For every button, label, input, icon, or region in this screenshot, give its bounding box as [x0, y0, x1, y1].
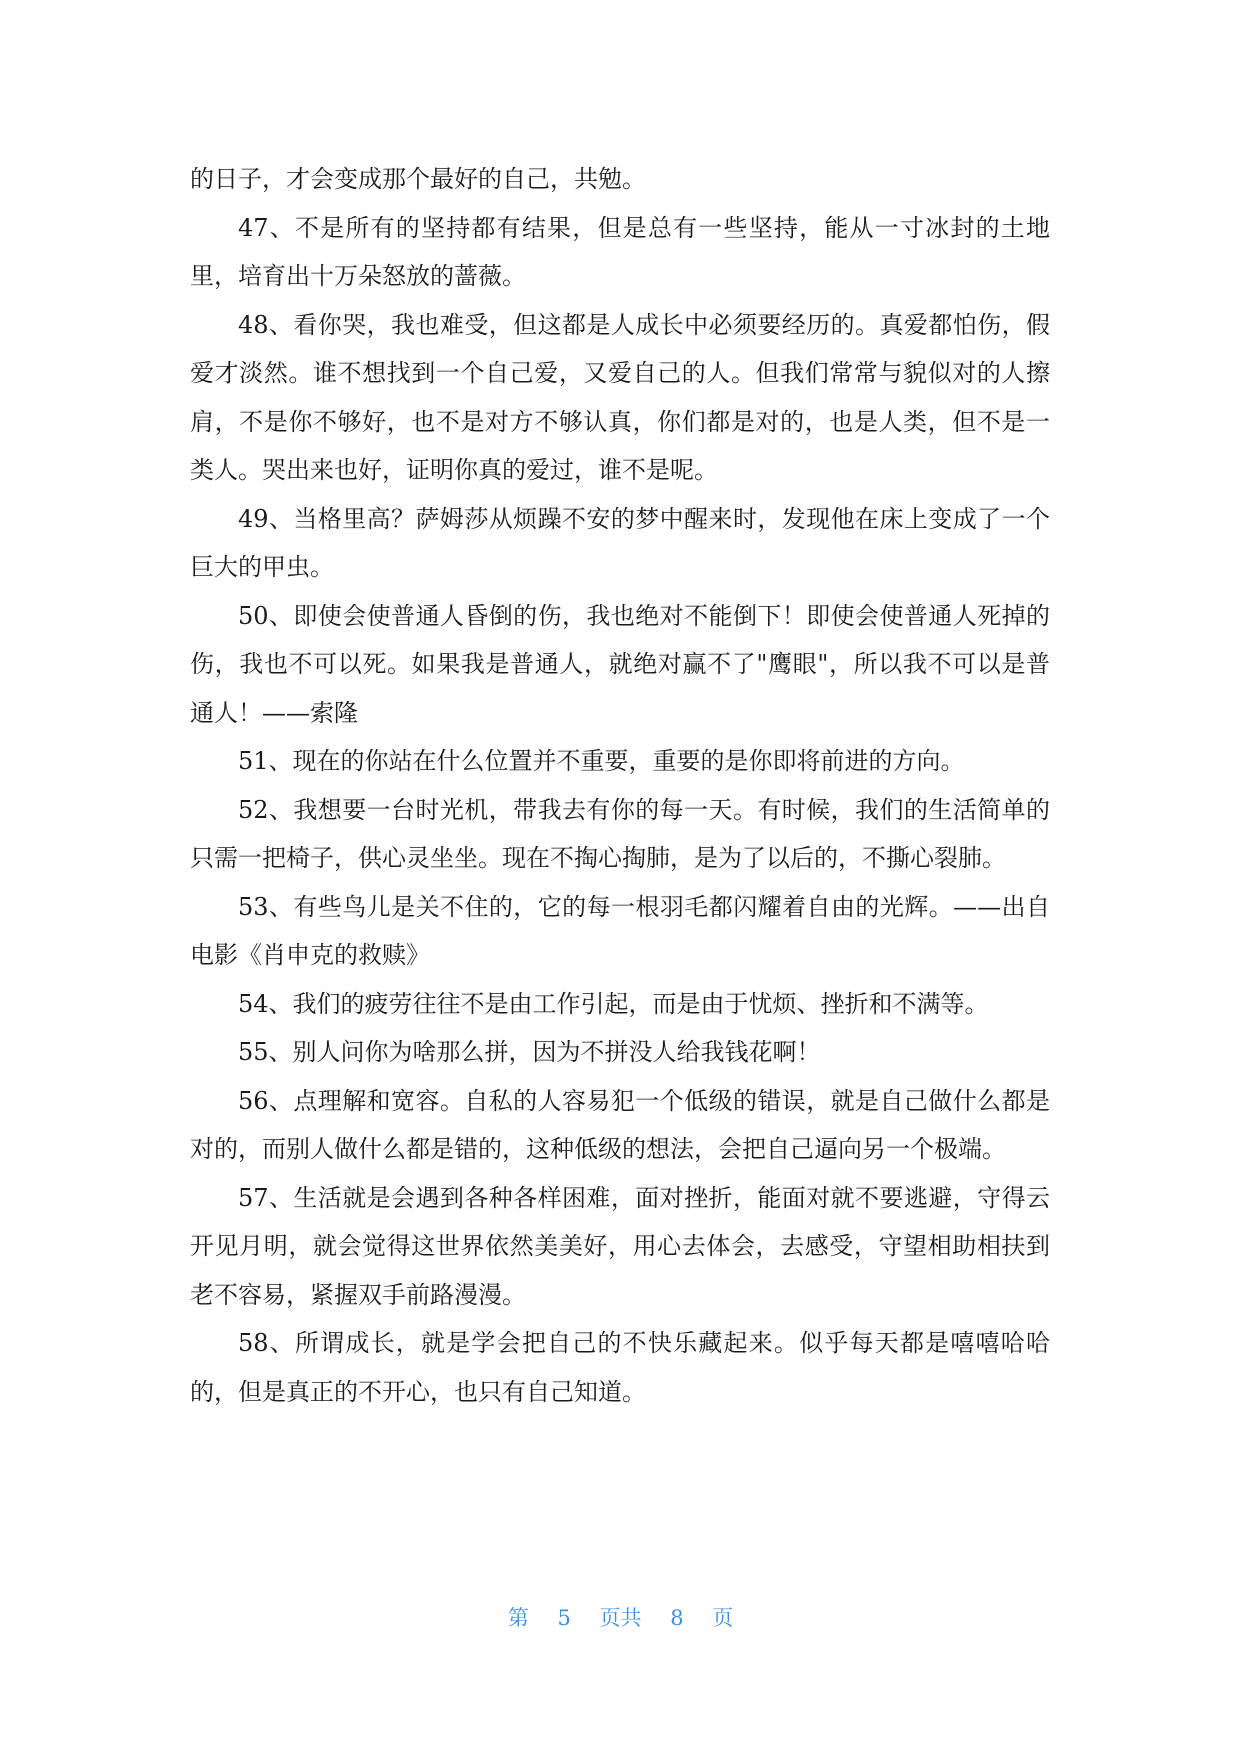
paragraph-50: 50、即使会使普通人昏倒的伤，我也绝对不能倒下！即使会使普通人死掉的伤，我也不可以死。如果我是普通人，就绝对赢不了"鹰眼"，所以我不可以是普通人！——索隆 — [190, 601, 1050, 727]
paragraph-49: 49、当格里高？萨姆莎从烦躁不安的梦中醒来时，发现他在床上变成了一个巨大的甲虫。 — [190, 504, 1050, 581]
paragraph-56: 56、点理解和宽容。自私的人容易犯一个低级的错误，就是自己做什么都是对的，而别人做什么都是错的，这种低级的想法，会把自己逼向另一个极端。 — [190, 1086, 1050, 1163]
page-footer — [0, 1602, 1241, 1632]
page-label-middle: 页共 — [599, 1606, 642, 1630]
page-label-suffix: 页 — [712, 1606, 734, 1630]
page-label-prefix: 第 — [507, 1606, 529, 1630]
paragraph-55: 55、别人问你为啥那么拼，因为不拼没人给我钱花啊！ — [238, 1038, 821, 1066]
current-page-number: 5 — [557, 1606, 571, 1630]
paragraph-58: 58、所谓成长，就是学会把自己的不快乐藏起来。似乎每天都是嘻嘻哈哈的，但是真正的不开心，也只有自己知道。 — [190, 1329, 1050, 1406]
paragraph-continuation: 的日子，才会变成那个最好的自己，共勉。 — [190, 165, 646, 193]
document-body — [190, 155, 1050, 1416]
paragraph-52: 52、我想要一台时光机，带我去有你的每一天。有时候，我们的生活简单的只需一把椅子，供心灵坐坐。现在不掏心掏肺，是为了以后的，不撕心裂肺。 — [190, 795, 1050, 872]
paragraph-51: 51、现在的你站在什么位置并不重要，重要的是你即将前进的方向。 — [238, 747, 965, 775]
paragraph-53: 53、有些鸟儿是关不住的，它的每一根羽毛都闪耀着自由的光辉。——出自 电影《肖申克的救赎》 — [190, 892, 1050, 969]
paragraph-57: 57、生活就是会遇到各种各样困难，面对挫折，能面对就不要逃避，守得云开见月明，就会觉得这世界依然美美好，用心去体会，去感受，守望相助相扶到老不容易，紧握双手前路漫漫。 — [190, 1183, 1050, 1309]
paragraph-47: 47、不是所有的坚持都有结果，但是总有一些坚持，能从一寸冰封的土地里，培育出十万朵怒放的蔷薇。 — [190, 213, 1050, 290]
total-page-number: 8 — [670, 1606, 684, 1630]
paragraph-54: 54、我们的疲劳往往不是由工作引起，而是由于忧烦、挫折和不满等。 — [238, 989, 989, 1018]
paragraph-48: 48、看你哭，我也难受，但这都是人成长中必须要经历的。真爱都怕伤，假爱才淡然。谁不想找到一个自己爱，又爱自己的人。但我们常常与貌似对的人擦肩，不是你不够好，也不是对方不够认真，你们都是对的，也是人类，但不是一类人。哭出来也好，证明你真的爱过，谁不是呢。 — [190, 310, 1050, 484]
